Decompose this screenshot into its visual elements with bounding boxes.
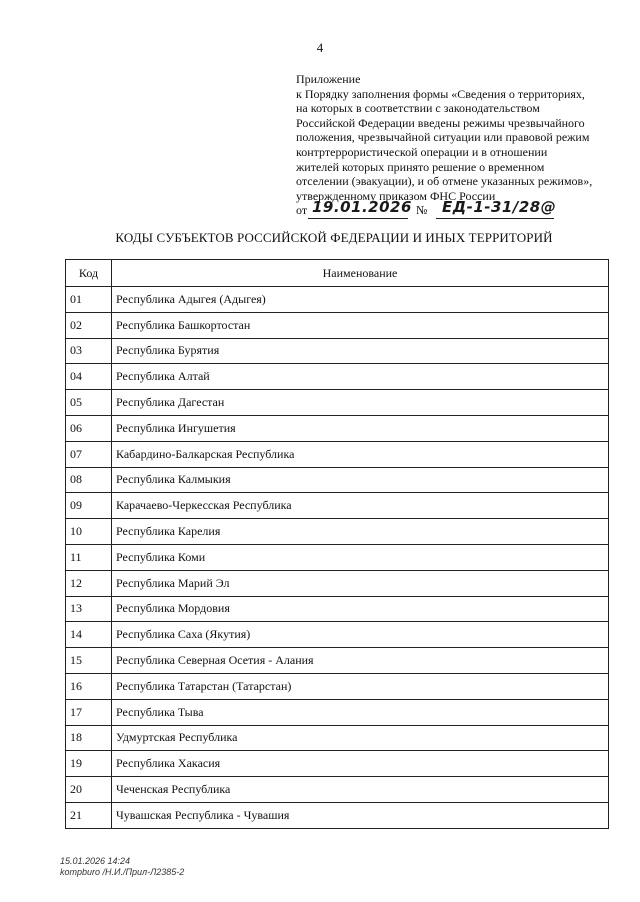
- row-code: 08: [66, 467, 112, 493]
- row-code: 05: [66, 390, 112, 416]
- row-name: Республика Алтай: [112, 364, 609, 390]
- table-row: [66, 519, 609, 545]
- table-row: [66, 415, 609, 441]
- table-row: [66, 312, 609, 338]
- print-footer: [60, 856, 184, 878]
- row-name: Республика Дагестан: [112, 390, 609, 416]
- row-code: 21: [66, 802, 112, 828]
- number-underline: [436, 218, 554, 219]
- table-header-row: [66, 260, 609, 287]
- row-name: Республика Ингушетия: [112, 415, 609, 441]
- footer-file-ref: kompburo /Н.И./Прил-Л2385-2: [60, 867, 185, 877]
- row-code: 01: [66, 287, 112, 313]
- row-code: 20: [66, 777, 112, 803]
- row-name: Республика Калмыкия: [112, 467, 609, 493]
- row-name: Республика Башкортостан: [112, 312, 609, 338]
- row-name: Республика Коми: [112, 544, 609, 570]
- table-row: [66, 596, 609, 622]
- page-number: 4: [316, 40, 324, 55]
- appendix-line: контртеррористической операции и в отношении: [296, 144, 548, 159]
- row-name: Республика Саха (Якутия): [112, 622, 609, 648]
- table-row: [66, 622, 609, 648]
- order-date-number-line: [296, 198, 626, 218]
- appendix-line: положения, чрезвычайной ситуации или правовой режим: [296, 130, 590, 145]
- row-code: 03: [66, 338, 112, 364]
- table-row: [66, 725, 609, 751]
- handwritten-date: 19.01.2026: [312, 198, 412, 217]
- row-code: 10: [66, 519, 112, 545]
- table-row: [66, 390, 609, 416]
- table-row: [66, 441, 609, 467]
- row-name: Кабардино-Балкарская Республика: [112, 441, 609, 467]
- header-code: Код: [66, 260, 112, 287]
- row-name: Удмуртская Республика: [112, 725, 609, 751]
- table-row: [66, 673, 609, 699]
- table-row: [66, 338, 609, 364]
- table-row: [66, 751, 609, 777]
- table-row: [66, 570, 609, 596]
- row-name: Республика Хакасия: [112, 751, 609, 777]
- header-name: Наименование: [112, 260, 609, 287]
- row-name: Карачаево-Черкесская Республика: [112, 493, 609, 519]
- document-title: КОДЫ СУБЪЕКТОВ РОССИЙСКОЙ ФЕДЕРАЦИИ И ИНЫХ ТЕРРИТОРИЙ: [115, 230, 553, 245]
- appendix-line: на которых в соответствии с законодательством: [296, 101, 540, 116]
- row-code: 15: [66, 648, 112, 674]
- row-code: 19: [66, 751, 112, 777]
- appendix-line: Российской Федерации введены режимы чрезвычайного: [296, 115, 585, 130]
- appendix-line: Приложение: [296, 72, 361, 86]
- row-code: 09: [66, 493, 112, 519]
- row-name: Республика Тыва: [112, 699, 609, 725]
- row-code: 12: [66, 570, 112, 596]
- row-code: 11: [66, 544, 112, 570]
- appendix-header: [296, 72, 626, 218]
- row-code: 07: [66, 441, 112, 467]
- row-code: 18: [66, 725, 112, 751]
- row-code: 16: [66, 673, 112, 699]
- appendix-line: жителей которых принято решение о временном: [296, 159, 545, 174]
- footer-timestamp: 15.01.2026 14:24: [60, 856, 131, 866]
- row-code: 17: [66, 699, 112, 725]
- row-name: Республика Мордовия: [112, 596, 609, 622]
- table-row: [66, 802, 609, 828]
- row-name: Республика Татарстан (Татарстан): [112, 673, 609, 699]
- table-row: [66, 467, 609, 493]
- row-name: Чувашская Республика - Чувашия: [112, 802, 609, 828]
- date-underline: [308, 218, 408, 219]
- row-name: Республика Северная Осетия - Алания: [112, 648, 609, 674]
- row-code: 02: [66, 312, 112, 338]
- row-code: 14: [66, 622, 112, 648]
- appendix-line: отселении (эвакуации), и об отмене указанных режимов»,: [296, 174, 593, 189]
- table-row: [66, 648, 609, 674]
- table-row: [66, 699, 609, 725]
- row-name: Чеченская Республика: [112, 777, 609, 803]
- table-row: [66, 287, 609, 313]
- row-code: 06: [66, 415, 112, 441]
- table-row: [66, 364, 609, 390]
- table-row: [66, 544, 609, 570]
- date-prefix: от: [296, 203, 308, 218]
- row-name: Республика Адыгея (Адыгея): [112, 287, 609, 313]
- number-label: №: [416, 203, 428, 218]
- table-row: [66, 493, 609, 519]
- row-name: Республика Марий Эл: [112, 570, 609, 596]
- row-name: Республика Бурятия: [112, 338, 609, 364]
- codes-table: [65, 259, 609, 829]
- appendix-line: к Порядку заполнения формы «Сведения о территориях,: [296, 86, 585, 101]
- row-name: Республика Карелия: [112, 519, 609, 545]
- appendix-line: утвержденному приказом ФНС России: [296, 188, 496, 203]
- row-code: 13: [66, 596, 112, 622]
- handwritten-order-number: ЕД-1-31/28@: [442, 198, 557, 217]
- table-row: [66, 777, 609, 803]
- row-code: 04: [66, 364, 112, 390]
